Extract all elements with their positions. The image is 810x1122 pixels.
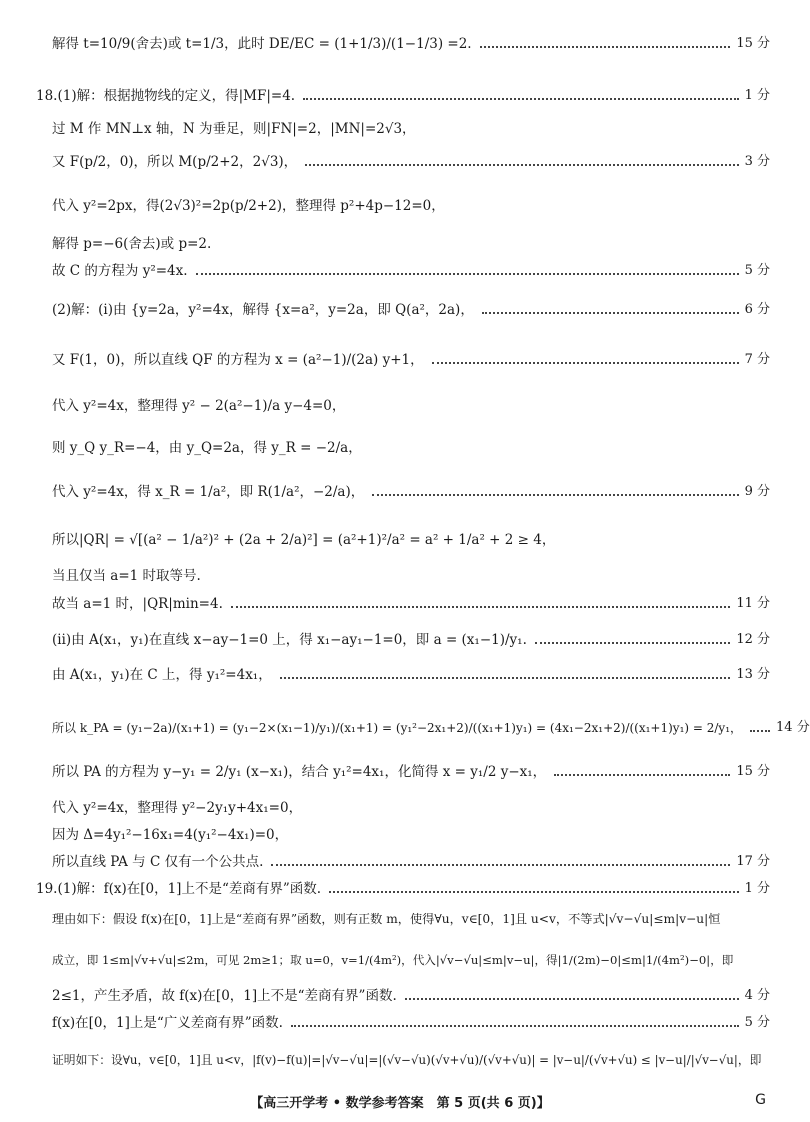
- page-code: G: [755, 1092, 766, 1108]
- solution-text: 过 M 作 MN⊥x 轴，N 为垂足，则|FN|=2，|MN|=2√3，: [52, 121, 416, 137]
- leader-dots: [372, 494, 738, 496]
- solution-text: 代入 y²=2px，得(2√3)²=2p(p/2+2)，整理得 p²+4p−12=0，: [52, 198, 445, 214]
- solution-text: 所以|QR| = √[(a² − 1/a²)² + (2a + 2/a)²] = (a²+1)²/a² = a² + 1/a² + 2 ≥ 4，: [52, 532, 556, 548]
- solution-text: 所以 k_PA = (y₁−2a)/(x₁+1) = (y₁−2×(x₁−1)/y₁)/(x₁+1) = (y₁²−2x₁+2)/((x₁+1)y₁) = (4x₁−2x₁+2)/((x₁+1)y₁) = 2/y₁，: [52, 721, 743, 735]
- solution-line-18: [52, 718, 810, 738]
- page-footer: 【高三开学考 • 数学参考答案 第 5 页(共 6 页)】: [250, 1096, 550, 1111]
- solution-line-15: [52, 595, 770, 613]
- solution-line-6: [52, 235, 770, 253]
- solution-line-10: [52, 396, 770, 416]
- leader-dots: [405, 998, 739, 1000]
- solution-text: 解得 t=10/9(舍去)或 t=1/3，此时 DE/EC = (1+1/3)/(1−1/3) =2.: [52, 36, 472, 52]
- solution-line-5: [52, 196, 770, 216]
- score-label: 14 分: [776, 720, 810, 735]
- solution-line-17: [52, 666, 770, 684]
- score-label: 3 分: [744, 154, 770, 169]
- solution-text: (2)解：(ⅰ)由 {y=2a，y²=4x，解得 {x=a²，y=2a，即 Q(a²，2a)，: [52, 302, 474, 318]
- solution-text: 解得 p=−6(舍去)或 p=2.: [52, 236, 212, 252]
- solution-text: 代入 y²=4x，整理得 y²−2y₁y+4x₁=0，: [52, 800, 303, 816]
- score-label: 11 分: [736, 596, 770, 611]
- score-label: 6 分: [744, 302, 770, 317]
- solution-text: 理由如下：假设 f(x)在[0，1]上是“差商有界”函数，则有正数 m，使得∀u，v∈[0，1]且 u<v，不等式|√v−√u|≤m|v−u|恒: [52, 912, 721, 926]
- score-label: 15 分: [736, 764, 770, 779]
- score-label: 12 分: [736, 632, 770, 647]
- score-label: 17 分: [736, 854, 770, 869]
- solution-text: 故当 a=1 时，|QR|min=4.: [52, 596, 223, 612]
- score-label: 7 分: [744, 352, 770, 367]
- score-label: 1 分: [744, 88, 770, 103]
- solution-text: f(x)在[0，1]上是“广义差商有界”函数.: [52, 1015, 283, 1031]
- score-label: 5 分: [744, 1015, 770, 1030]
- solution-text: 因为 Δ=4y₁²−16x₁=4(y₁²−4x₁)=0，: [52, 827, 289, 843]
- solution-text: 又 F(p/2，0)，所以 M(p/2+2，2√3)，: [52, 154, 298, 170]
- solution-text: 当且仅当 a=1 时取等号.: [52, 568, 201, 584]
- solution-line-19: [52, 762, 770, 782]
- solution-line-2: [36, 87, 770, 105]
- solution-text: 18.(1)解：根据抛物线的定义，得|MF|=4.: [36, 88, 296, 104]
- leader-dots: [480, 46, 731, 48]
- solution-text: 成立，即 1≤m|√v+√u|≤2m，可见 2m≥1；取 u=0，v=1/(4m²)，代入|√v−√u|≤m|v−u|，得|1/(2m)−0|≤m|1/(4m²)−0|，即: [52, 953, 734, 967]
- solution-line-7: [52, 262, 770, 280]
- solution-line-25: [52, 950, 770, 970]
- solution-line-9: [52, 350, 770, 370]
- score-label: 1 分: [744, 881, 770, 896]
- solution-line-21: [52, 826, 770, 844]
- solution-text: 2≤1，产生矛盾，故 f(x)在[0，1]上不是“差商有界”函数.: [52, 988, 397, 1004]
- solution-line-1: [52, 34, 770, 54]
- leader-dots: [231, 606, 730, 608]
- leader-dots: [535, 642, 730, 644]
- leader-dots: [280, 677, 731, 679]
- score-label: 4 分: [744, 988, 770, 1003]
- solution-line-28: [52, 1050, 770, 1070]
- leader-dots: [750, 730, 770, 732]
- leader-dots: [291, 1025, 739, 1027]
- solution-line-12: [52, 482, 770, 502]
- solution-text: (ⅱ)由 A(x₁，y₁)在直线 x−ay−1=0 上，得 x₁−ay₁−1=0，即 a = (x₁−1)/y₁.: [52, 632, 527, 648]
- solution-line-4: [52, 152, 770, 172]
- leader-dots: [303, 98, 739, 100]
- solution-text: 所以 PA 的方程为 y−y₁ = 2/y₁ (x−x₁)，结合 y₁²=4x₁，化简得 x = y₁/2 y−x₁，: [52, 764, 547, 780]
- solution-line-16: [52, 630, 770, 650]
- score-label: 15 分: [736, 36, 770, 51]
- solution-line-27: [52, 1014, 770, 1032]
- solution-text: 则 y_Q y_R=−4，由 y_Q=2a，得 y_R = −2/a，: [52, 440, 362, 456]
- score-label: 13 分: [736, 667, 770, 682]
- solution-text: 19.(1)解：f(x)在[0，1]上不是“差商有界”函数.: [36, 881, 322, 897]
- solution-text: 故 C 的方程为 y²=4x.: [52, 263, 188, 279]
- solution-line-13: [52, 530, 770, 550]
- solution-text: 所以直线 PA 与 C 仅有一个公共点.: [52, 854, 264, 870]
- leader-dots: [329, 891, 739, 893]
- leader-dots: [554, 774, 730, 776]
- score-label: 9 分: [744, 484, 770, 499]
- leader-dots: [305, 164, 738, 166]
- solution-line-14: [52, 567, 770, 585]
- solution-text: 又 F(1，0)，所以直线 QF 的方程为 x = (a²−1)/(2a) y+1，: [52, 352, 424, 368]
- solution-text: 代入 y²=4x，整理得 y² − 2(a²−1)/a y−4=0，: [52, 398, 346, 414]
- solution-text: 由 A(x₁，y₁)在 C 上，得 y₁²=4x₁，: [52, 667, 272, 683]
- leader-dots: [432, 362, 739, 364]
- leader-dots: [482, 312, 739, 314]
- solution-line-3: [52, 120, 770, 138]
- score-label: 5 分: [744, 263, 770, 278]
- solution-line-22: [52, 853, 770, 871]
- solution-line-11: [52, 438, 770, 458]
- solution-line-20: [52, 799, 770, 817]
- solution-line-24: [52, 910, 770, 928]
- solution-text: 代入 y²=4x，得 x_R = 1/a²，即 R(1/a²，−2/a)，: [52, 484, 365, 500]
- solution-text: 证明如下：设∀u，v∈[0，1]且 u<v，|f(v)−f(u)|=|√v−√u|=|(√v−√u)(√v+√u)/(√v+√u)| = |v−u|/(√v+√u) ≤ |v−u|/|√v−√u|，即: [52, 1053, 762, 1067]
- solution-line-26: [52, 987, 770, 1005]
- solution-line-8: [52, 300, 770, 320]
- solution-line-23: [36, 880, 770, 898]
- leader-dots: [196, 273, 739, 275]
- leader-dots: [271, 864, 730, 866]
